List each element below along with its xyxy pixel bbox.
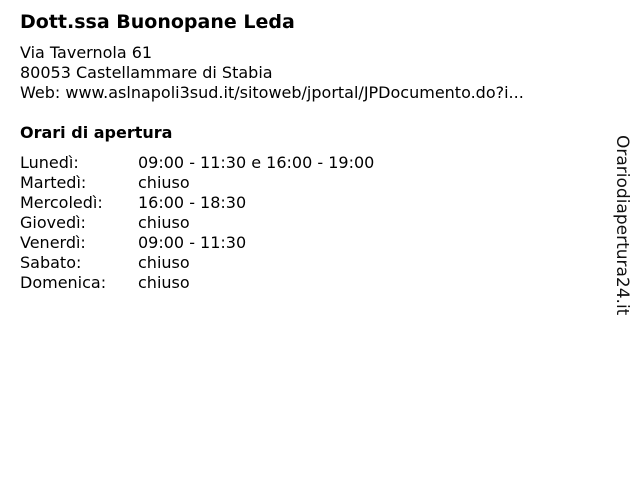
day-label: Domenica: <box>20 273 107 292</box>
site-watermark: Orariodiapertura24.it <box>612 135 632 316</box>
hours-value: 09:00 - 11:30 e 16:00 - 19:00 <box>138 153 375 172</box>
city-address: 80053 Castellammare di Stabia <box>20 63 273 82</box>
hours-value: chiuso <box>138 213 190 232</box>
address-block <box>20 43 524 103</box>
day-label: Martedì: <box>20 173 87 192</box>
hours-value: chiuso <box>138 173 190 192</box>
hours-value: chiuso <box>138 253 190 272</box>
street-address: Via Tavernola 61 <box>20 43 153 62</box>
hours-value: 09:00 - 11:30 <box>138 233 247 252</box>
hours-value: chiuso <box>138 273 190 292</box>
day-label: Sabato: <box>20 253 82 272</box>
opening-hours-heading: Orari di apertura <box>20 123 173 142</box>
day-label: Mercoledì: <box>20 193 103 212</box>
day-label: Giovedì: <box>20 213 86 232</box>
day-label: Venerdì: <box>20 233 86 252</box>
website-link[interactable]: Web: www.aslnapoli3sud.it/sitoweb/jportal/JPDocumento.do?i... <box>20 83 524 102</box>
hours-value: 16:00 - 18:30 <box>138 193 247 212</box>
day-label: Lunedì: <box>20 153 79 172</box>
business-name: Dott.ssa Buonopane Leda <box>20 11 295 33</box>
